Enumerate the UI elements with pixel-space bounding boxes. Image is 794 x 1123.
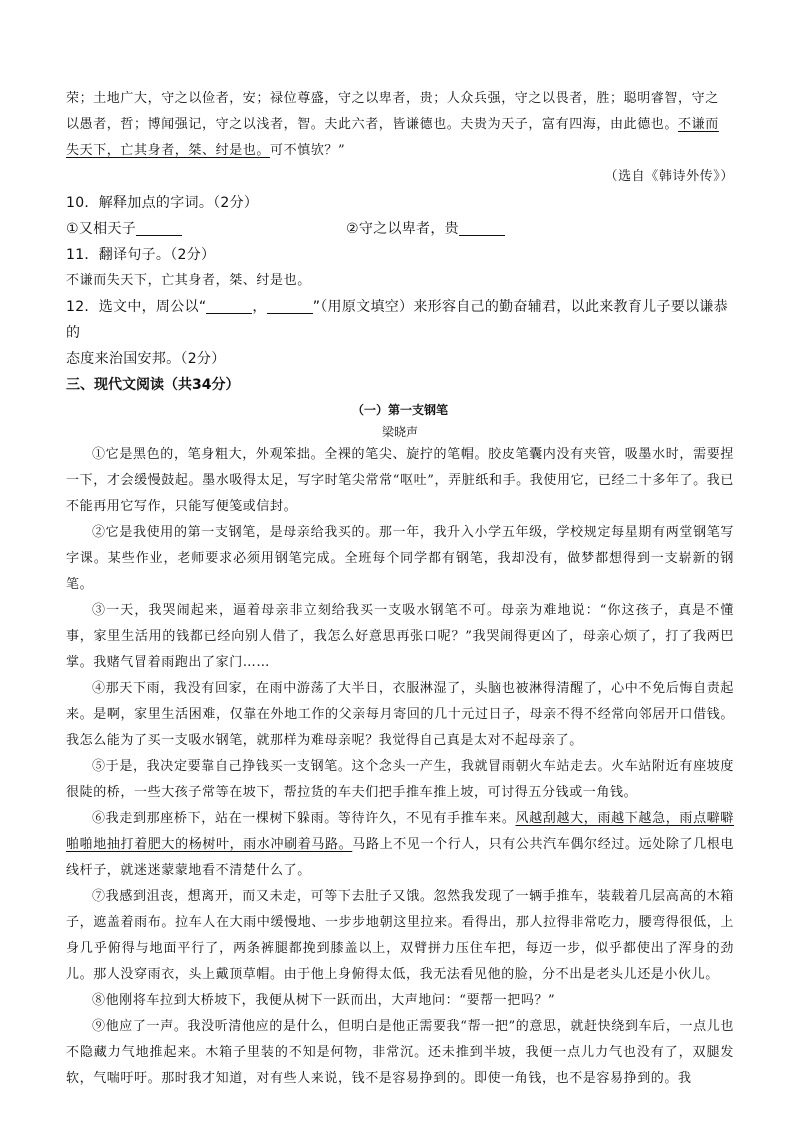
paragraph-6 (66, 806, 734, 884)
question-10-item-a (66, 216, 346, 242)
question-10-items (66, 216, 734, 242)
paragraph-6-part-a: ⑥我走到那座桥下，站在一棵树下躲雨。等待许久，不见有手推车来。 (92, 811, 516, 826)
passage-line-2 (66, 112, 734, 138)
paragraph-2: ②它是我使用的第一支钢笔，是母亲给我买的。那一年，我升入小学五年级，学校规定每星期有两堂钢笔写字课。某些作业，老师要求必须用钢笔完成。全班每个同学都有钢笔，我却没有，做梦都想得到一支崭新的钢笔。 (66, 525, 734, 592)
underlined-sentence-part-1: 不谦而 (678, 117, 719, 132)
question-12-line-2: 态度来治国安邦。（2分） (66, 351, 226, 367)
question-12-part-a: 12．选文中，周公以“ (66, 299, 207, 315)
question-11: 11．翻译句子。（2分） (66, 247, 216, 263)
passage-line-2-text: 以愚者，哲；博闻强记，守之以浅者，智。夫此六者，皆谦德也。夫贵为天子，富有四海，由此德也。 (66, 117, 679, 132)
article-author: 梁晓声 (381, 425, 418, 439)
document-page (66, 86, 734, 1092)
article-title: （一）第一支钢笔 (351, 403, 448, 417)
question-12 (66, 294, 734, 346)
question-11-sentence: 不谦而失天下，亡其身者，桀、纣是也。 (66, 273, 311, 288)
answer-blank[interactable] (459, 221, 505, 236)
section-heading: 三、现代文阅读（共34分） (66, 377, 240, 393)
paragraph-9: ⑨他应了一声。我没听清他应的是什么，但明白是他正需要我“帮一把”的意思，就赶快绕到车后，一点儿也不隐藏力气地推起来。木箱子里装的不知是何物，非常沉。还未推到半坡，我便一点儿力气也没有了，双腿发软，气喘吁吁。那时我才知道，对有些人来说，钱不是容易挣到的。即使一角钱，也不是容易挣到的。我 (66, 1019, 734, 1086)
passage-line-1: 荣；土地广大，守之以俭者，安；禄位尊盛，守之以卑者，贵；人众兵强，守之以畏者，胜；聪明睿智，守之 (66, 91, 719, 106)
question-10-item-a-text: ①又相天子 (66, 221, 137, 237)
paragraph-8: ⑧他刚将车拉到大桥坡下，我便从树下一跃而出，大声地问：“要帮一把吗？” (92, 993, 556, 1008)
paragraph-4: ④那天下雨，我没有回家，在雨中游荡了大半日，衣服淋湿了，头脑也被淋得清醒了，心中不免后悔自责起来。是啊，家里生活困难，仅靠在外地工作的父亲每月寄回的几十元过日子，母亲不得不经常向邻居开口借钱。我怎么能为了买一支吸水钢笔，就那样为难母亲呢？我觉得自己真是太对不起母亲了。 (66, 681, 734, 748)
paragraph-6-part-b: 马路上不见一个行人，只有公共汽车偶尔经过。远处除了几根电线杆子，就迷迷蒙蒙地看不清楚什么了。 (66, 837, 734, 878)
question-12-part-c: ”（用原文填空）来形容自己的勤奋辅君，以此来教育儿子要以谦恭的 (66, 299, 728, 341)
paragraph-3: ③一天，我哭闹起来，逼着母亲非立刻给我买一支吸水钢笔不可。母亲为难地说：“你这孩子，真是不懂事，家里生活用的钱都已经向别人借了，我怎么好意思再张口呢？”我哭闹得更凶了，母亲心烦了，打了我两巴掌。我赌气冒着雨跑出了家门…… (66, 603, 734, 670)
question-10: 10．解释加点的字词。（2分） (66, 195, 259, 211)
paragraph-7: ⑦我感到沮丧，想离开，而又未走，可等下去肚子又饿。忽然我发现了一辆手推车，装载着几层高高的木箱子，遮盖着雨布。拉车人在大雨中缓慢地、一步步地朝这里拉来。看得出，那人拉得非常吃力，腰弯得很低，上身几乎俯得与地面平行了，两条裤腿都挽到膝盖以上，双臂拼力压住车把，每迈一步，似乎都使出了浑身的劲儿。那人没穿雨衣，头上戴顶草帽。由于他上身俯得太低，我无法看见他的脸，分不出是老头儿还是小伙儿。 (66, 889, 734, 982)
passage-line-3-tail: 可不慎欤？” (270, 143, 346, 158)
question-10-item-b (346, 216, 626, 242)
answer-blank[interactable] (267, 299, 313, 314)
answer-blank[interactable] (206, 299, 252, 314)
question-10-item-b-text: ②守之以卑者，贵 (346, 221, 459, 237)
paragraph-1: ①它是黑色的，笔身粗大，外观笨拙。全裸的笔尖、旋拧的笔帽。胶皮笔囊内没有夹管，吸墨水时，需要捏一下，才会缓慢鼓起。墨水吸得太足，写字时笔尖常常“呕吐”，弄脏纸和手。我使用它，已经二十多年了。我已不能再用它写作，只能写便笺或信封。 (66, 447, 734, 514)
question-12-part-b: ， (252, 299, 267, 315)
paragraph-5: ⑤于是，我决定要靠自己挣钱买一支钢笔。这个念头一产生，我就冒雨朝火车站走去。火车站附近有座坡度很陡的桥，一些大孩子常等在坡下，帮拉货的车夫们把手推车推上坡，可讨得五分钱或一角钱。 (66, 759, 734, 800)
passage-line-3 (66, 138, 734, 164)
source-citation: （选自《韩诗外传》） (604, 169, 734, 184)
underlined-sentence-part-2: 失天下，亡其身者，桀、纣是也。 (66, 143, 271, 158)
underlined-description: 风越刮越大，雨越下越急，雨点噼噼啪啪地抽打着肥大的杨树叶，雨水冲刷着马路。 (66, 811, 734, 852)
answer-blank[interactable] (136, 221, 182, 236)
